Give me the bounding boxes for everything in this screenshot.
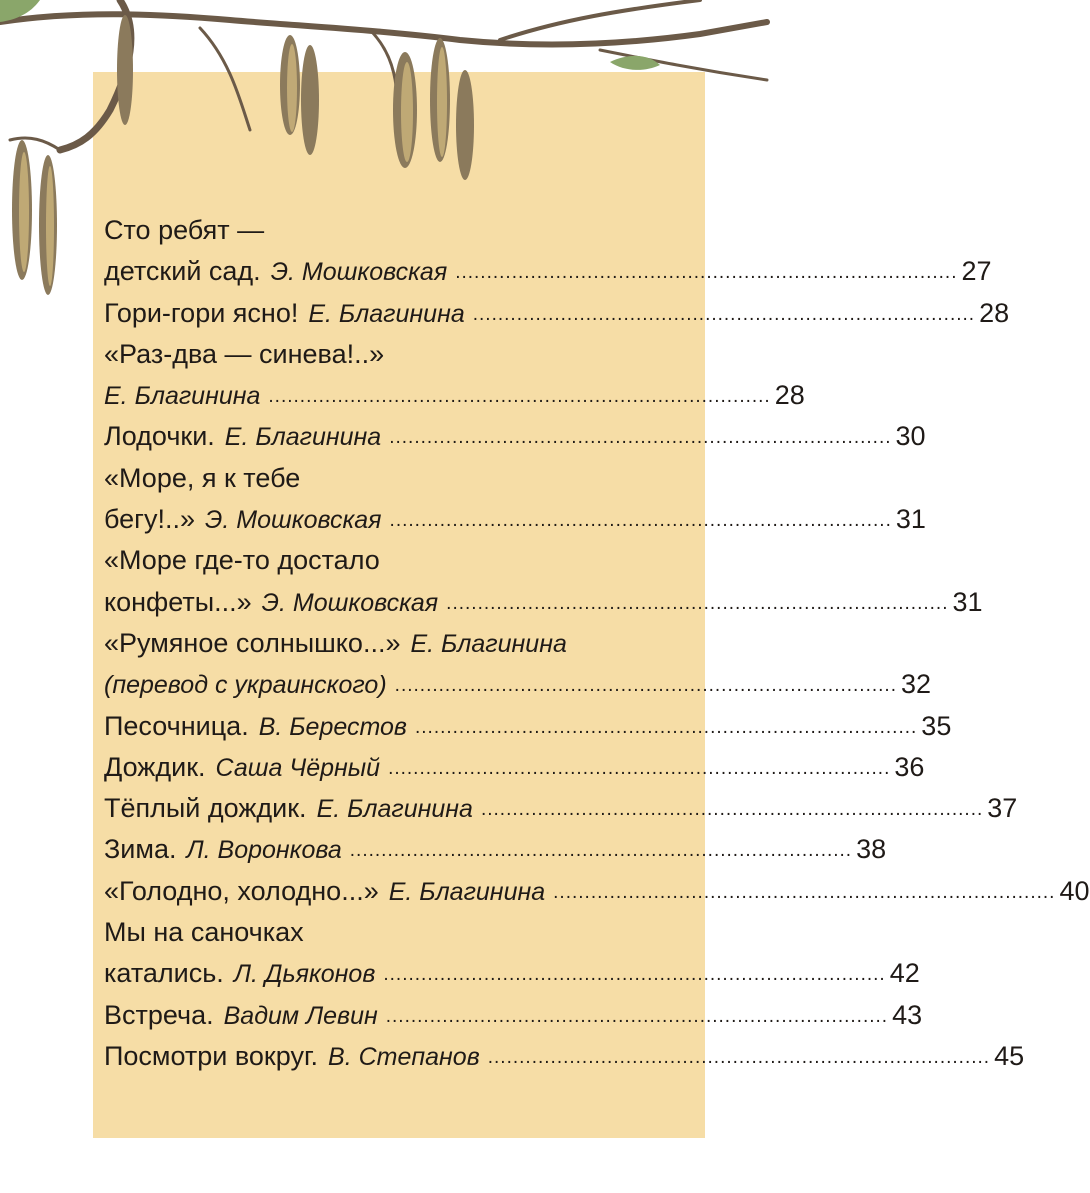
- page-number: 27: [961, 256, 992, 287]
- entry-title: бегу!..»: [104, 504, 196, 535]
- toc-entry: [104, 1036, 1025, 1077]
- entry-author: Е. Благинина: [388, 877, 546, 906]
- toc-entry: [104, 747, 925, 788]
- dot-leader: ................................................................................: [455, 262, 958, 284]
- page-number: 45: [994, 1040, 1025, 1071]
- dot-leader: ................................................................................: [268, 386, 771, 408]
- entry-title: Мы на саночках: [104, 917, 304, 948]
- entry-author: (перевод с украинского): [104, 671, 387, 700]
- entry-author: Э. Мошковская: [205, 506, 382, 535]
- dot-leader: ................................................................................: [480, 799, 984, 821]
- toc-entry: [104, 210, 690, 251]
- entry-author: Л. Воронкова: [186, 836, 342, 865]
- page-number: 38: [856, 834, 887, 865]
- entry-title: Тёплый дождик.: [104, 793, 307, 824]
- page-number: 28: [774, 380, 805, 411]
- entry-author: Э. Мошковская: [270, 258, 448, 287]
- entry-title: Дождик.: [104, 751, 206, 782]
- entry-author: В. Берестов: [258, 712, 407, 741]
- entry-author: Е. Благинина: [316, 795, 473, 824]
- entry-title: «Голодно, холодно...»: [104, 875, 379, 906]
- page-number: 40: [1059, 875, 1090, 906]
- page-number: 32: [900, 669, 932, 700]
- toc-entry: [104, 251, 992, 292]
- entry-author: Е. Благинина: [104, 382, 261, 411]
- dot-leader: ................................................................................: [385, 1005, 889, 1027]
- entry-title: Сто ребят —: [104, 215, 265, 245]
- entry-author: Э. Мошковская: [261, 588, 439, 617]
- toc-entry: [104, 375, 805, 416]
- entry-title: катались.: [104, 958, 224, 989]
- toc-entry: [104, 499, 926, 540]
- page-number: 31: [952, 586, 983, 617]
- entry-title: Гори-гори ясно!: [104, 297, 299, 328]
- dot-leader: ................................................................................: [414, 716, 918, 738]
- dot-leader: ................................................................................: [383, 964, 886, 986]
- toc-entry: [104, 829, 887, 870]
- toc-entry: [104, 416, 926, 457]
- dot-leader: ................................................................................: [487, 1046, 991, 1068]
- entry-author: Е. Благинина: [410, 629, 567, 658]
- entry-title: «Море, я к тебе: [104, 462, 301, 493]
- dot-leader: ................................................................................: [472, 303, 976, 325]
- dot-leader: ................................................................................: [394, 675, 897, 697]
- entry-author: Л. Дьяконов: [233, 960, 376, 989]
- toc-entry: [104, 540, 690, 581]
- toc-entry: [104, 582, 983, 623]
- toc-entry: [104, 623, 690, 664]
- dot-leader: ................................................................................: [553, 881, 1056, 903]
- toc-entry: [104, 953, 920, 994]
- entry-title: «Море где-то достало: [104, 545, 380, 576]
- toc-entry: [104, 664, 932, 705]
- page-number: 30: [895, 421, 926, 452]
- toc-entry: [104, 458, 690, 499]
- toc-entry: [104, 706, 952, 747]
- toc-entry: [104, 912, 690, 953]
- dot-leader: ................................................................................: [389, 510, 892, 532]
- entry-title: Песочница.: [104, 710, 249, 741]
- toc-entry: [104, 871, 1090, 912]
- entry-title: Посмотри вокруг.: [104, 1040, 319, 1071]
- page-number: 43: [892, 999, 923, 1030]
- dot-leader: ................................................................................: [389, 427, 892, 449]
- toc-entry: [104, 293, 1010, 334]
- dot-leader: ................................................................................: [388, 757, 891, 779]
- page-number: 37: [987, 793, 1018, 824]
- page-number: 42: [889, 958, 920, 989]
- entry-title: Лодочки.: [104, 421, 215, 452]
- page-number: 36: [894, 751, 925, 782]
- toc-entry: [104, 995, 923, 1036]
- entry-author: В. Степанов: [328, 1042, 480, 1071]
- dot-leader: ................................................................................: [446, 592, 949, 614]
- dot-leader: ................................................................................: [349, 840, 853, 862]
- entry-title: «Румяное солнышко...»: [104, 627, 401, 658]
- toc-entry: [104, 334, 690, 375]
- page-number: 28: [979, 297, 1010, 328]
- entry-title: Встреча.: [104, 999, 214, 1030]
- entry-author: Вадим Левин: [223, 1001, 378, 1030]
- entry-title: «Раз-два — синева!..»: [104, 338, 385, 369]
- toc-entry: [104, 788, 1018, 829]
- page-number: 31: [895, 504, 926, 535]
- entry-author: Е. Благинина: [308, 299, 465, 328]
- entry-title: конфеты...»: [104, 586, 252, 617]
- entry-author: Саша Чёрный: [215, 753, 381, 782]
- page-number: 35: [921, 710, 952, 741]
- entry-author: Е. Благинина: [224, 423, 382, 452]
- table-of-contents: [104, 210, 1090, 1077]
- entry-title: детский сад.: [104, 256, 261, 287]
- entry-title: Зима.: [104, 834, 177, 865]
